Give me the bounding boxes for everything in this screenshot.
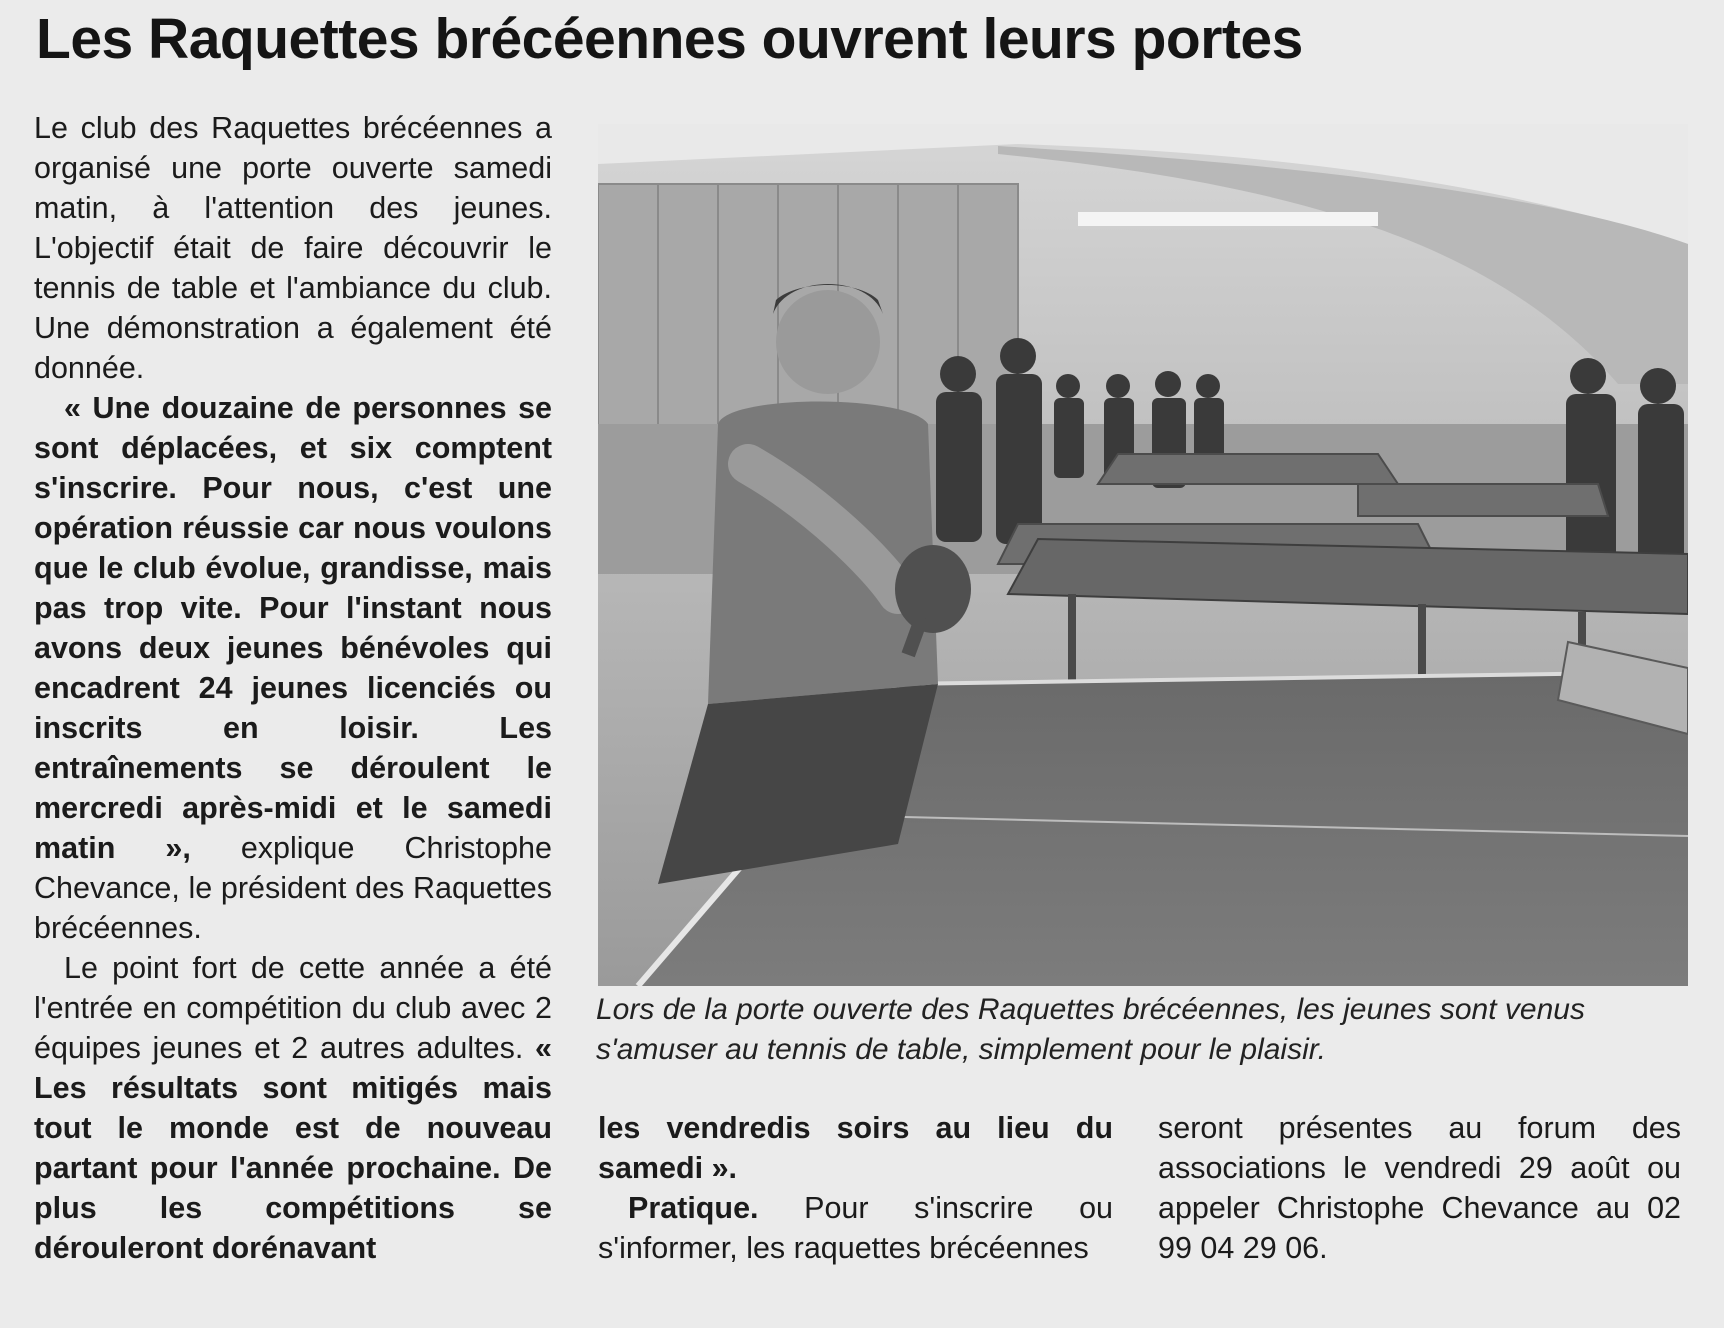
ceiling-light	[1078, 212, 1378, 226]
photo-caption: Lors de la porte ouverte des Raquettes brécéennes, les jeunes sont venus s'amuser au tennis de table, simplement pour le plaisir.	[596, 993, 1585, 1066]
competition-paragraph	[34, 948, 552, 1268]
president-quote: « Une douzaine de personnes se sont déplacées, et six comptent s'inscrire. Pour nous, c'est une opération réussie car nous voulons que le club évolue, grandisse, mais pas trop vite. Pour l'instant nous avons deux jeunes bénévoles qui encadrent 24 jeunes licenciés ou inscrits en loisir. Les entraînements se déroulent le mercredi après-midi et le samedi matin »,	[34, 391, 552, 865]
results-quote: « Les résultats sont mitigés mais tout le monde est de nouveau partant pour l'année prochaine. De plus les compétitions se dérouleront dorénavant	[34, 1031, 552, 1265]
pratique-label: Pratique.	[628, 1191, 759, 1225]
quote-continuation-paragraph	[598, 1108, 1113, 1188]
article-headline: Les Raquettes brécéennes ouvrent leurs portes	[36, 7, 1303, 71]
contact-paragraph: seront présentes au forum des associations le vendredi 29 août ou appeler Christophe Chevance au 02 99 04 29 06.	[1158, 1111, 1681, 1265]
pratique-paragraph	[598, 1188, 1113, 1268]
article-column-2	[598, 1108, 1113, 1268]
article-photo	[598, 124, 1688, 986]
quote-continuation: les vendredis soirs au lieu du samedi ».	[598, 1111, 1113, 1185]
intro-paragraph: Le club des Raquettes brécéennes a organisé une porte ouverte samedi matin, à l'attention des jeunes. L'objectif était de faire découvrir le tennis de table et l'ambiance du club. Une démonstration a également été donnée.	[34, 111, 552, 385]
competition-text: Le point fort de cette année a été l'entrée en compétition du club avec 2 équipes jeunes et 2 autres adultes.	[34, 951, 552, 1065]
table-tennis-scene	[598, 124, 1688, 986]
article-column-3	[1158, 1108, 1681, 1268]
article-column-1	[34, 108, 552, 1268]
quote-paragraph	[34, 388, 552, 948]
pratique-text: Pour s'inscrire ou s'informer, les raquettes brécéennes	[598, 1191, 1113, 1265]
quote-attribution: explique Christophe Chevance, le président des Raquettes brécéennes.	[34, 831, 552, 945]
